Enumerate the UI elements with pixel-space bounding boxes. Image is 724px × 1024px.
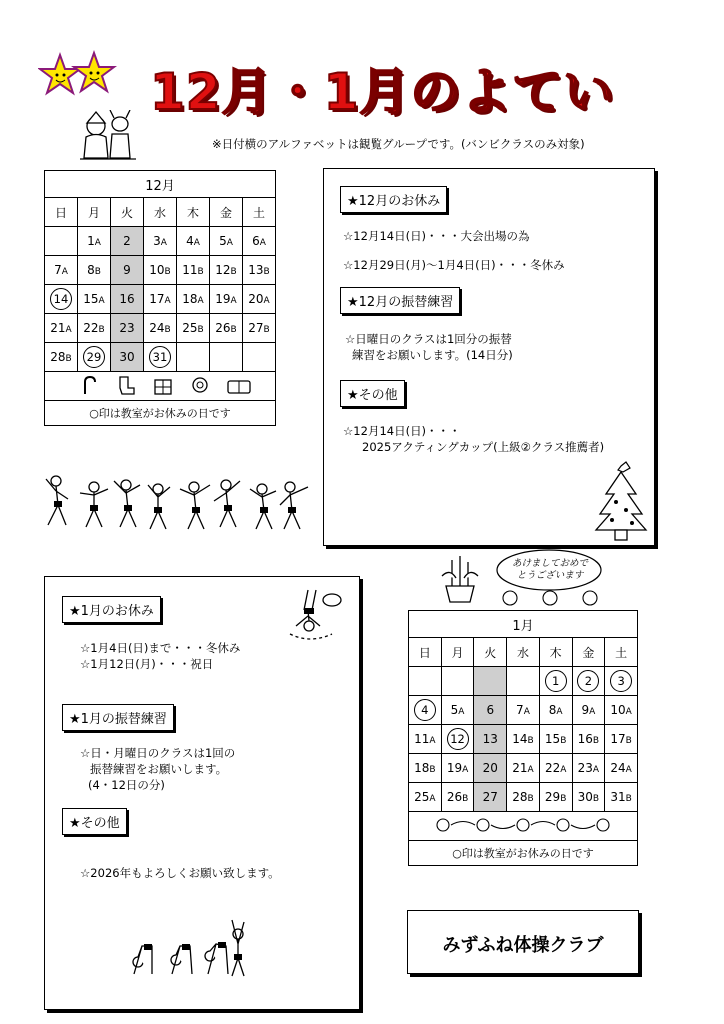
closed-day-number: 31 [149, 346, 171, 368]
day-number: 27 [248, 321, 264, 335]
day-number: 10 [610, 703, 626, 717]
calendar-week-row [409, 783, 638, 812]
day-number: 7 [54, 263, 62, 277]
calendar-day-cell [111, 256, 144, 285]
day-number: 12 [215, 263, 231, 277]
calendar-month-title: 12月 [45, 171, 276, 198]
january-calendar [408, 610, 638, 866]
calendar-day-cell [539, 667, 572, 696]
day-number: 22 [544, 761, 561, 775]
day-number: 13 [248, 263, 264, 277]
new-year-greeting: あけましておめでとうございます [511, 558, 588, 581]
viewing-group: B [592, 736, 600, 746]
calendar-day-cell [441, 754, 474, 783]
viewing-group: A [527, 765, 534, 775]
viewing-group: A [193, 238, 200, 248]
calendar-day-cell [177, 343, 210, 372]
viewing-group: B [94, 267, 101, 277]
viewing-group: A [65, 325, 72, 335]
heading-jan-holidays: ★1月のお休み [62, 596, 161, 623]
calendar-footer: ○印は教室がお休みの日です [409, 841, 638, 866]
viewing-group: A [226, 238, 233, 248]
weekday-header [409, 638, 638, 667]
calendar-day-cell [507, 667, 540, 696]
calendar-day-cell [441, 783, 474, 812]
viewing-group: B [197, 325, 204, 335]
calendar-month-title: 1月 [409, 611, 638, 638]
closed-day-number: 29 [83, 346, 105, 368]
calendar-day-cell [45, 227, 78, 256]
calendar-day-cell [572, 783, 605, 812]
calendar-day-cell [78, 227, 111, 256]
day-number: 20 [482, 761, 498, 775]
gymnasts-bottom-illustration [118, 916, 248, 980]
candy-cane-icon [85, 377, 95, 394]
viewing-group: B [462, 794, 469, 804]
day-number: 11 [182, 263, 198, 277]
calendar-day-cell [474, 667, 507, 696]
weekday-label: 金 [210, 198, 243, 227]
day-number: 9 [123, 263, 131, 277]
day-number: 28 [512, 790, 528, 804]
calendar-day-cell [572, 667, 605, 696]
day-number: 17 [149, 292, 165, 306]
calendar-day-cell [605, 754, 638, 783]
kadomatsu-icon [438, 556, 482, 604]
day-number: 23 [119, 321, 135, 335]
day-number: 8 [548, 703, 557, 717]
viewing-group: B [164, 325, 171, 335]
viewing-group: B [592, 794, 600, 804]
day-number: 21 [512, 761, 528, 775]
calendar-day-cell [507, 783, 540, 812]
viewing-group: A [230, 296, 237, 306]
closed-day-number: 4 [414, 699, 436, 721]
day-number: 24 [610, 761, 626, 775]
day-number: 6 [486, 703, 495, 717]
viewing-group: A [589, 707, 596, 717]
viewing-group: A [160, 238, 167, 248]
heading-dec-makeup: ★12月の振替練習 [340, 287, 460, 314]
weekday-label: 木 [539, 638, 572, 667]
calendar-day-cell [539, 754, 572, 783]
day-number: 28 [50, 350, 66, 364]
day-number: 15 [544, 732, 561, 746]
viewing-group: A [98, 296, 105, 306]
dec-holiday-2: ☆12月29日(月)～1月4日(日)・・・冬休み [343, 258, 565, 272]
calendar-day-cell [78, 343, 111, 372]
viewing-group: A [263, 296, 270, 306]
weekday-label: 月 [441, 638, 474, 667]
calendar-day-cell [572, 725, 605, 754]
calendar-day-cell [177, 314, 210, 343]
calendar-day-cell [45, 343, 78, 372]
day-number: 10 [149, 263, 165, 277]
club-name-box [407, 910, 639, 974]
viewing-group: A [94, 238, 101, 248]
day-number: 1 [87, 234, 95, 248]
star-faces-icon [38, 50, 118, 100]
closed-day-number: 3 [610, 670, 632, 692]
day-number: 19 [446, 761, 463, 775]
animal-border-icon [409, 812, 638, 841]
viewing-group: A [164, 296, 171, 306]
calendar-day-cell [539, 725, 572, 754]
day-number: 25 [182, 321, 198, 335]
viewing-group: B [527, 794, 534, 804]
viewing-group: A [197, 296, 204, 306]
calendar-day-cell [78, 285, 111, 314]
gift-icon [155, 380, 171, 394]
calendar-day-cell [45, 285, 78, 314]
viewing-group: B [429, 765, 436, 775]
viewing-group: A [61, 267, 68, 277]
day-number: 7 [516, 703, 524, 717]
viewing-group: B [164, 267, 171, 277]
day-number: 26 [215, 321, 231, 335]
jan-other-1: ☆2026年もよろしくお願い致します。 [80, 866, 280, 880]
calendar-day-cell [78, 314, 111, 343]
calendar-day-cell [441, 696, 474, 725]
viewing-group: A [523, 707, 530, 717]
calendar-day-cell [507, 696, 540, 725]
viewing-group: B [625, 736, 632, 746]
jan-holiday-1: ☆1月4日(日)まで・・・冬休み [80, 641, 241, 655]
calendar-day-cell [210, 285, 243, 314]
weekday-label: 火 [111, 198, 144, 227]
day-number: 23 [577, 761, 593, 775]
calendar-day-cell [144, 256, 177, 285]
christmas-tree-icon [592, 458, 650, 542]
day-number: 18 [182, 292, 198, 306]
calendar-week-row [409, 754, 638, 783]
heading-jan-makeup: ★1月の振替練習 [62, 704, 174, 731]
day-number: 11 [414, 732, 430, 746]
calendar-week-row [45, 227, 276, 256]
page-title: 12月・1月のよてい [150, 63, 615, 121]
day-number: 15 [83, 292, 99, 306]
heading-dec-other: ★その他 [340, 380, 405, 407]
weekday-label: 月 [78, 198, 111, 227]
calendar-day-cell [441, 667, 474, 696]
dec-other-2: 2025アクティングカップ(上級②クラス推薦者) [362, 440, 605, 454]
calendar-day-cell [605, 783, 638, 812]
day-number: 16 [577, 732, 593, 746]
calendar-day-cell [605, 667, 638, 696]
jan-holiday-2: ☆1月12日(月)・・・祝日 [80, 657, 214, 671]
weekday-label: 金 [572, 638, 605, 667]
day-number: 22 [83, 321, 99, 335]
calendar-day-cell [507, 754, 540, 783]
calendar-day-cell [474, 725, 507, 754]
day-number: 2 [123, 234, 131, 248]
day-number: 30 [119, 350, 135, 364]
day-number: 6 [252, 234, 260, 248]
viewing-group: A [592, 765, 600, 775]
viewing-group: A [429, 736, 436, 746]
december-calendar [44, 170, 276, 426]
xmas-decoration-row [45, 372, 276, 401]
calendar-day-cell [144, 227, 177, 256]
day-number: 30 [577, 790, 593, 804]
santa-icon [78, 110, 138, 162]
calendar-day-cell [539, 696, 572, 725]
calendar-day-cell [507, 725, 540, 754]
viewing-group: A [462, 765, 469, 775]
calendar-week-row [45, 285, 276, 314]
calendar-day-cell [572, 696, 605, 725]
day-number: 24 [149, 321, 165, 335]
calendar-day-cell [177, 227, 210, 256]
calendar-day-cell [409, 725, 442, 754]
day-number: 5 [450, 703, 459, 717]
calendar-footer: ○印は教室がお休みの日です [45, 401, 276, 426]
animal-friends-icon [490, 588, 610, 608]
weekday-label: 土 [605, 638, 638, 667]
dec-makeup-2: 練習をお願いします。(14日分) [352, 348, 513, 362]
weekday-label: 火 [474, 638, 507, 667]
wreath-icon [193, 378, 207, 392]
viewing-group: B [527, 736, 534, 746]
viewing-group: A [259, 238, 266, 248]
day-number: 21 [50, 321, 66, 335]
day-number: 17 [610, 732, 626, 746]
calendar-day-cell [111, 343, 144, 372]
calendar-day-cell [243, 256, 276, 285]
calendar-day-cell [210, 256, 243, 285]
calendar-day-cell [243, 227, 276, 256]
calendar-day-cell [144, 314, 177, 343]
calendar-day-cell [78, 256, 111, 285]
viewing-group: B [65, 354, 72, 364]
calendar-day-cell [111, 285, 144, 314]
gymnasts-illustration [44, 465, 312, 535]
weekday-label: 木 [177, 198, 210, 227]
calendar-day-cell [177, 285, 210, 314]
calendar-day-cell [409, 667, 442, 696]
viewing-group: A [556, 707, 563, 717]
viewing-group: B [625, 794, 632, 804]
day-number: 19 [215, 292, 231, 306]
day-number: 9 [581, 703, 590, 717]
viewing-group: A [458, 707, 465, 717]
calendar-day-cell [409, 783, 442, 812]
day-number: 8 [87, 263, 95, 277]
club-name: みずふね体操クラブ [442, 935, 604, 956]
jan-makeup-1: ☆日・月曜日のクラスは1回の [80, 746, 236, 760]
dec-other-1: ☆12月14日(日)・・・ [343, 424, 461, 438]
dec-makeup-1: ☆日曜日のクラスは1回分の振替 [345, 332, 512, 346]
viewing-group: B [98, 325, 105, 335]
viewing-group: A [560, 765, 567, 775]
viewing-group: B [197, 267, 204, 277]
viewing-group: B [263, 267, 270, 277]
weekday-label: 日 [409, 638, 442, 667]
day-number: 26 [446, 790, 463, 804]
weekday-label: 水 [144, 198, 177, 227]
calendar-day-cell [111, 314, 144, 343]
day-number: 20 [248, 292, 264, 306]
calendar-day-cell [210, 227, 243, 256]
day-number: 16 [119, 292, 135, 306]
calendar-week-row [409, 696, 638, 725]
calendar-day-cell [605, 696, 638, 725]
day-number: 29 [544, 790, 561, 804]
closed-day-number: 1 [545, 670, 567, 692]
calendar-week-row [45, 314, 276, 343]
dec-holiday-1: ☆12月14日(日)・・・大会出場の為 [343, 229, 530, 243]
day-number: 4 [186, 234, 194, 248]
day-number: 27 [482, 790, 498, 804]
viewing-group: B [230, 325, 237, 335]
viewing-group: B [560, 736, 567, 746]
viewing-group: B [560, 794, 567, 804]
stocking-icon [120, 377, 134, 394]
day-number: 18 [414, 761, 430, 775]
day-number: 14 [512, 732, 528, 746]
calendar-day-cell [539, 783, 572, 812]
calendar-day-cell [243, 314, 276, 343]
calendar-day-cell [441, 725, 474, 754]
weekday-label: 水 [507, 638, 540, 667]
calendar-day-cell [572, 754, 605, 783]
day-number: 13 [482, 732, 498, 746]
present-box-icon [228, 381, 250, 393]
viewing-group: A [429, 794, 436, 804]
calendar-day-cell [210, 314, 243, 343]
viewing-group: A [625, 765, 632, 775]
calendar-day-cell [144, 343, 177, 372]
calendar-day-cell [177, 256, 210, 285]
calendar-day-cell [45, 314, 78, 343]
calendar-day-cell [474, 696, 507, 725]
jan-makeup-3: (4・12日の分) [88, 778, 165, 792]
group-note: ※日付横のアルファベットは観覧グループです。(バンビクラスのみ対象) [212, 137, 585, 151]
weekday-header [45, 198, 276, 227]
viewing-group: B [263, 325, 270, 335]
day-number: 3 [153, 234, 161, 248]
weekday-label: 土 [243, 198, 276, 227]
gymnast-handstand-icon [282, 586, 344, 650]
heading-dec-holidays: ★12月のお休み [340, 186, 447, 213]
calendar-day-cell [474, 754, 507, 783]
viewing-group: A [625, 707, 632, 717]
calendar-day-cell [409, 696, 442, 725]
viewing-group: B [230, 267, 237, 277]
calendar-day-cell [243, 343, 276, 372]
calendar-week-row [409, 667, 638, 696]
calendar-day-cell [409, 754, 442, 783]
closed-day-number: 2 [577, 670, 599, 692]
calendar-week-row [409, 725, 638, 754]
heading-jan-other: ★その他 [62, 808, 127, 835]
calendar-day-cell [243, 285, 276, 314]
weekday-label: 日 [45, 198, 78, 227]
day-number: 31 [610, 790, 626, 804]
calendar-day-cell [45, 256, 78, 285]
calendar-day-cell [474, 783, 507, 812]
calendar-week-row [45, 343, 276, 372]
calendar-day-cell [210, 343, 243, 372]
calendar-week-row [45, 256, 276, 285]
calendar-day-cell [111, 227, 144, 256]
calendar-day-cell [605, 725, 638, 754]
day-number: 25 [414, 790, 430, 804]
day-number: 5 [219, 234, 227, 248]
closed-day-number: 12 [447, 728, 469, 750]
closed-day-number: 14 [50, 288, 72, 310]
jan-makeup-2: 振替練習をお願いします。 [90, 762, 228, 776]
calendar-day-cell [144, 285, 177, 314]
